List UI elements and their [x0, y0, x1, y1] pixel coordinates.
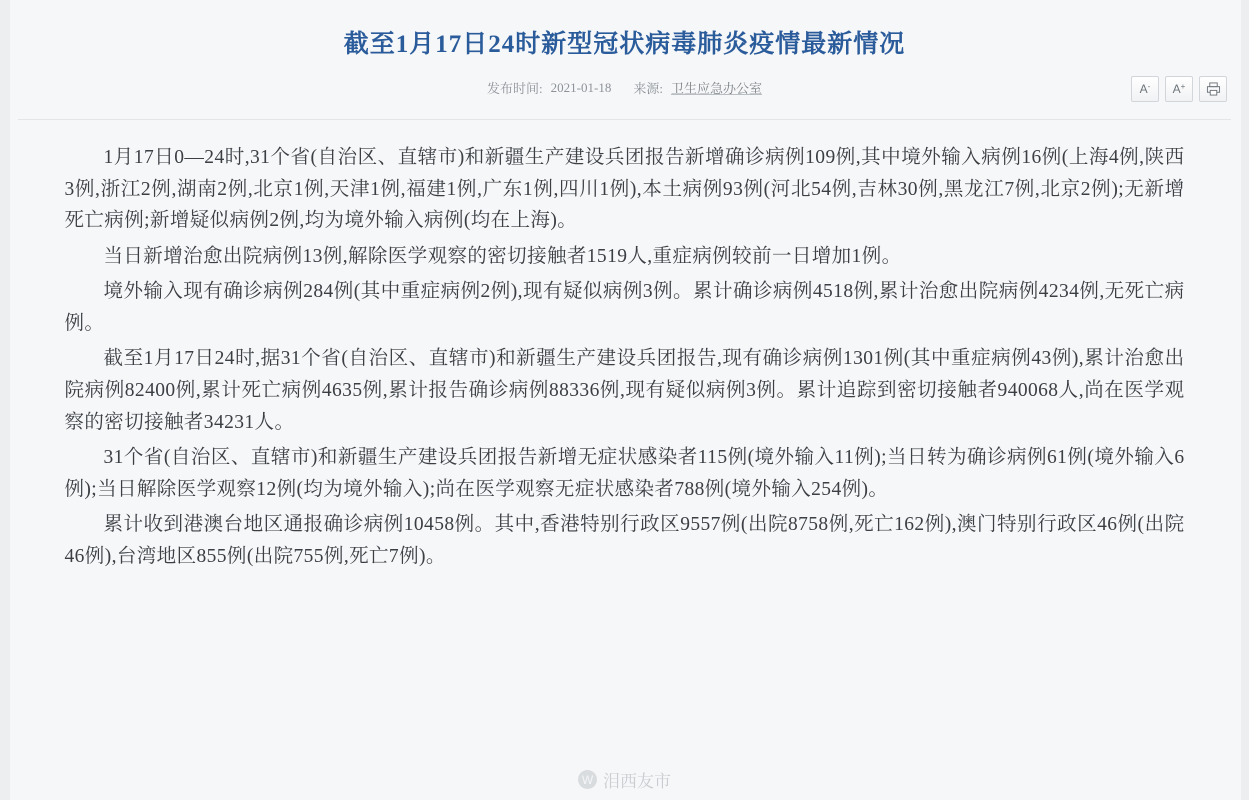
- source-label: 来源:: [633, 81, 663, 96]
- font-increase-label: A: [1172, 82, 1181, 96]
- article-paragraph: 当日新增治愈出院病例13例,解除医学观察的密切接触者1519人,重症病例较前一日增加1例。: [103, 245, 902, 267]
- font-decrease-button[interactable]: [1131, 76, 1159, 102]
- article-paragraph: 31个省(自治区、直辖市)和新疆生产建设兵团报告新增无症状感染者115例(境外输入11例);当日转为确诊病例61例(境外输入6例);当日解除医学观察12例(均为境外输入);尚在医学观察无症状感染者788例(境外输入254例)。: [64, 447, 1185, 500]
- publish-time-value: 2021-01-18: [550, 79, 612, 95]
- print-button[interactable]: [1199, 76, 1227, 102]
- weibo-logo-icon: W: [578, 770, 597, 789]
- watermark-text: 泪西友市: [603, 772, 671, 791]
- article-paragraph: 境外输入现有确诊病例284例(其中重症病例2例),现有疑似病例3例。累计确诊病例4518例,累计治愈出院病例4234例,无死亡病例。: [64, 281, 1185, 334]
- article-meta: [0, 78, 1249, 97]
- publish-time-label: 发布时间:: [487, 81, 543, 96]
- font-decrease-sup: -: [1147, 81, 1151, 91]
- page-title: 截至1月17日24时新型冠状病毒肺炎疫情最新情况: [343, 31, 906, 58]
- article-paragraph: 累计收到港澳台地区通报确诊病例10458例。其中,香港特别行政区9557例(出院8758例,死亡162例),澳门特别行政区46例(出院46例),台湾地区855例(出院755例,死亡7例)。: [64, 514, 1185, 567]
- font-decrease-label: A: [1139, 82, 1148, 96]
- article-paragraph: 截至1月17日24时,据31个省(自治区、直辖市)和新疆生产建设兵团报告,现有确诊病例1301例(其中重症病例43例),累计治愈出院病例82400例,累计死亡病例4635例,累计报告确诊病例88336例,现有疑似病例3例。累计追踪到密切接触者940068人,尚在医学观察的密切接触者34231人。: [64, 348, 1185, 433]
- print-icon: [1206, 82, 1221, 96]
- article-body: [65, 120, 1185, 573]
- font-increase-sup: +: [1180, 81, 1186, 91]
- page-right-margin: [1241, 0, 1249, 800]
- article-paragraph: 1月17日0—24时,31个省(自治区、直辖市)和新疆生产建设兵团报告新增确诊病例109例,其中境外输入病例16例(上海4例,陕西3例,浙江2例,湖南2例,北京1例,天津1例,福建1例,广东1例,四川1例),本土病例93例(河北54例,吉林30例,黑龙江7例,北京2例);无新增死亡病例;新增疑似病例2例,均为境外输入病例(均在上海)。: [64, 147, 1185, 232]
- source-link[interactable]: 卫生应急办公室: [670, 81, 762, 96]
- article-toolbar: [1131, 76, 1227, 102]
- watermark: [0, 767, 1249, 792]
- page-left-margin: [0, 0, 10, 800]
- font-increase-button[interactable]: [1165, 76, 1193, 102]
